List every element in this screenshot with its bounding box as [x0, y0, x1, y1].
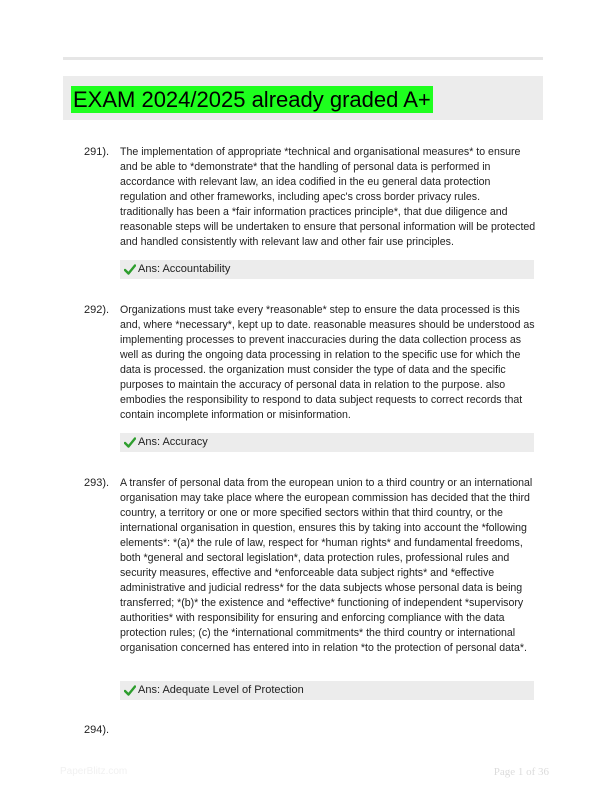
question-number: 294).	[84, 724, 110, 736]
page-number: Page 1 of 36	[493, 766, 549, 778]
answer-text: Ans: Accuracy	[138, 436, 208, 448]
answer-box	[120, 260, 534, 279]
question-text: A transfer of personal data from the european union to a third country or an international organisation may take place where the european commission has decided that the third country, a territory or one or more specified sectors within that third country, or the international organisation in question, ensures this by taking into account the *following elements*: *(a)* the rule of law, respect for *human rights* and fundamental freedoms, both *general and sectoral legislation*, data protection rules, professional rules and security measures, effective and *enforceable data subject rights* and *effective administrative and judicial redress* for the data subjects whose personal data is being transferred; *(b)* the existence and *effective* functioning of independent *supervisory authorities* with responsibility for ensuring and enforcing compliance with the data protection rules; (c) the *international commitments* the third country or international organisation concerned has entered into in relation *to the protection of personal data*.	[120, 477, 533, 654]
question-text: The implementation of appropriate *technical and organisational measures* to ensure and be able to *demonstrate* that the handling of personal data is performed in accordance with relevant law, an idea codified in the eu general data protection regulation and other frameworks, including apec's cross border privacy rules. traditionally has been a *fair information practices principle*, that due diligence and reasonable steps will be undertaken to ensure that personal information will be protected and handled consistently with relevant law and other fair use principles.	[120, 146, 536, 248]
question-text: Organizations must take every *reasonable* step to ensure the data processed is this and, where *necessary*, kept up to date. reasonable measures should be understood as implementing processes to prevent inaccuracies during the data collection process as well as during the ongoing data processing in relation to the specific use for which the data is processed. the organization must consider the type of data and the specific purposes to maintain the accuracy of personal data in relation to the purpose. also embodies the responsibility to respond to data subject requests to correct records that contain incomplete information or misinformation.	[120, 304, 535, 421]
top-divider	[63, 57, 543, 60]
check-icon	[124, 685, 136, 696]
page-title: EXAM 2024/2025 already graded A+	[73, 87, 431, 112]
check-icon	[124, 264, 136, 275]
answer-box	[120, 433, 534, 452]
answer-text: Ans: Accountability	[138, 263, 231, 275]
question-number: 292).	[84, 304, 110, 316]
header-banner	[63, 76, 543, 120]
check-icon	[124, 437, 136, 448]
question-number: 293).	[84, 477, 110, 489]
answer-text: Ans: Adequate Level of Protection	[138, 684, 304, 696]
answer-box	[120, 681, 534, 700]
footer-watermark: PaperBlitz.com	[60, 766, 128, 777]
question-number: 291).	[84, 146, 110, 158]
